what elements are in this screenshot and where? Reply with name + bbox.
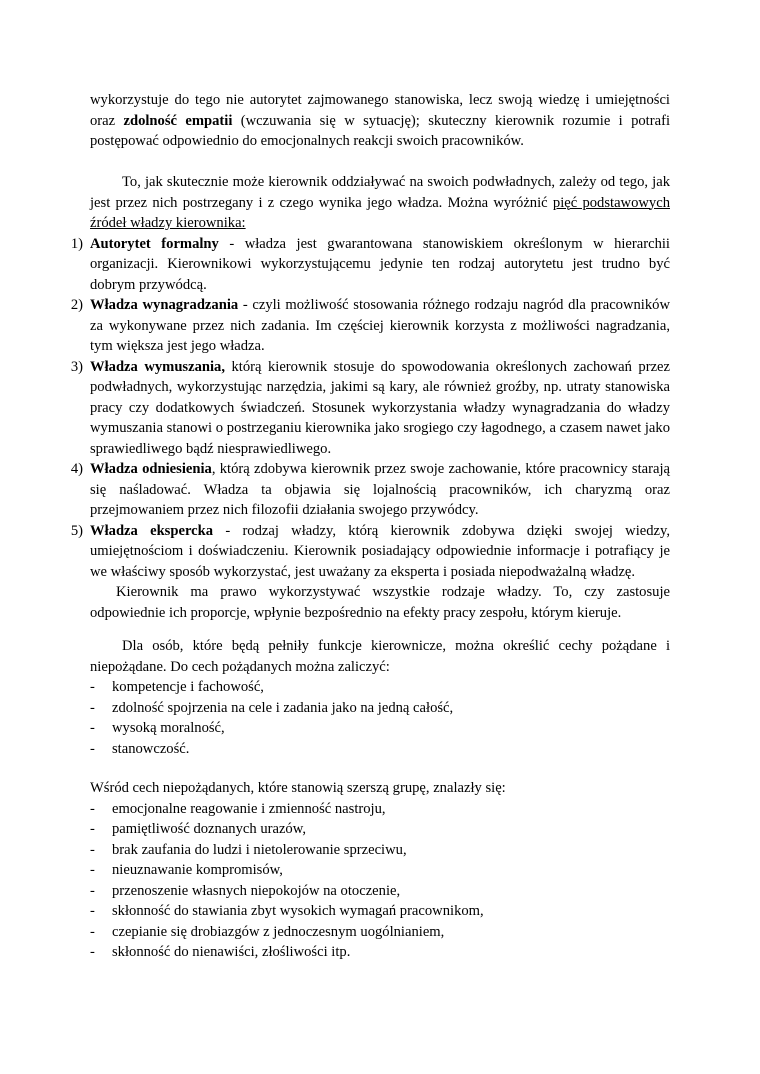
item-title: Władza wymuszania, (90, 358, 226, 375)
dash-marker: - (90, 923, 95, 940)
intro-paragraph (90, 172, 670, 234)
desired-traits-section (90, 636, 670, 759)
list-item (70, 459, 670, 521)
dash-marker: - (90, 679, 95, 695)
list-item-text: emocjonalne reagowanie i zmienność nastroju, (112, 800, 386, 817)
list-item (90, 698, 670, 719)
list-item (90, 942, 670, 963)
item-text: , którą zdobywa kierownik przez swoje zachowanie, które pracownicy starają się naśladować. Władza ta objawia się lojalnością pracowników, ich charyzmą oraz przejmowaniem przez nich filozofii działania swojego przywódcy. (90, 461, 670, 518)
dash-marker: - (90, 882, 95, 899)
list-item (70, 357, 670, 460)
top-paragraph-bold: zdolność empatii (123, 112, 233, 129)
closing-paragraph: Kierownik ma prawo wykorzystywać wszystkie rodzaje władzy. To, czy zastosuje odpowiednie ich proporcje, wpłynie bezpośrednio na efekty pracy zespołu, którym kieruje. (90, 584, 670, 621)
power-section (70, 172, 670, 623)
undesired-traits-list (90, 799, 670, 963)
list-item (70, 234, 670, 296)
intro-paragraph-text: To, jak skutecznie może kierownik oddziaływać na swoich podwładnych, zależy od tego, jak jest przez nich postrzegany i z czego wynika jego władza. Można wyróżnić (90, 174, 670, 211)
item-text: - czyli możliwość stosowania różnego rodzaju nagród dla pracowników za wykonywane przez nich zadania. Im częściej kierownik korzysta z możliwości nagradzania, tym większa jest jego władza. (90, 297, 670, 354)
top-paragraph-text: wykorzystuje do tego nie autorytet zajmowanego stanowiska, lecz swoją wiedzę i umiejętności oraz (90, 92, 670, 129)
list-item (90, 799, 670, 820)
item-number: 5) (70, 522, 83, 539)
dash-marker: - (90, 740, 95, 757)
list-item-text: kompetencje i fachowość, (112, 679, 264, 695)
dash-marker: - (90, 720, 95, 736)
item-title: Autorytet formalny (90, 235, 219, 252)
undesired-traits-section (90, 778, 670, 963)
list-item (90, 840, 670, 861)
traits-paragraph: Dla osób, które będą pełniły funkcje kierownicze, można określić cechy pożądane i niepożądane. Do cech pożądanych można zaliczyć: (90, 638, 670, 675)
list-item (90, 819, 670, 840)
item-text: - władza jest gwarantowana stanowiskiem określonym w hierarchii organizacji. Kierownikowi wykorzystującemu jedynie ten rodzaj autorytetu jest trudno być dobrym przywódcą. (90, 235, 670, 293)
item-number: 1) (70, 235, 83, 252)
list-item (90, 901, 670, 922)
dash-marker: - (90, 862, 95, 878)
desired-traits-list (90, 677, 670, 759)
item-title: Władza wynagradzania (90, 297, 239, 313)
list-item (90, 739, 670, 760)
dash-marker: - (90, 699, 95, 716)
top-paragraph (90, 90, 670, 152)
list-item-text: zdolność spojrzenia na cele i zadania jako na jedną całość, (112, 699, 454, 716)
list-item (70, 295, 670, 357)
item-number: 2) (70, 297, 83, 313)
list-item (90, 922, 670, 943)
item-number: 3) (70, 358, 83, 375)
list-item-text: brak zaufania do ludzi i nietolerowanie sprzeciwu, (112, 841, 407, 858)
undesired-intro: Wśród cech niepożądanych, które stanowią szerszą grupę, znalazły się: (90, 780, 506, 796)
list-item (90, 718, 670, 739)
item-title: Władza ekspercka (90, 522, 214, 539)
dash-marker: - (90, 944, 95, 960)
item-title: Władza odniesienia (90, 461, 212, 477)
top-paragraph-block (90, 90, 670, 152)
list-item-text: nieuznawanie kompromisów, (112, 862, 283, 878)
list-item (70, 521, 670, 583)
item-text: którą kierownik stosuje do spowodowania określonych zachowań przez podwładnych, wykorzystując narzędzia, jakimi są kary, ale również groźby, np. utraty stanowiska pracy czy dodatkowych świadczeń. Stosunek wykorzystania władzy wynagradzania do władzy wymuszania stanowi o postrzeganiu kierownika jako srogiego czy łagodnego, a czasem nawet jako sprawiedliwego bądź niesprawiedliwego. (90, 358, 670, 457)
list-item-text: stanowczość. (112, 740, 190, 757)
list-item-text: pamiętliwość doznanych urazów, (112, 821, 306, 837)
top-paragraph-text-end: (wczuwania się w sytuację); skuteczny kierownik rozumie i potrafi postępować odpowiednio do emocjonalnych reakcji swoich pracowników. (90, 112, 670, 149)
list-item (90, 881, 670, 902)
list-item (90, 677, 670, 698)
dash-marker: - (90, 821, 95, 837)
list-item (90, 860, 670, 881)
power-sources-list (70, 234, 670, 583)
list-item-text: skłonność do nienawiści, złośliwości itp. (112, 944, 351, 960)
intro-paragraph-underlined: pięć podstawowych źródeł władzy kierownika: (90, 194, 670, 231)
item-number: 4) (70, 461, 83, 477)
dash-marker: - (90, 903, 95, 919)
dash-marker: - (90, 841, 95, 858)
list-item-text: przenoszenie własnych niepokojów na otoczenie, (112, 882, 401, 899)
list-item-text: skłonność do stawiania zbyt wysokich wymagań pracownikom, (112, 903, 484, 919)
dash-marker: - (90, 800, 95, 817)
list-item-text: czepianie się drobiazgów z jednoczesnym uogólnianiem, (112, 923, 445, 940)
list-item-text: wysoką moralność, (112, 720, 225, 736)
item-text: - rodzaj władzy, którą kierownik zdobywa dzięki swojej wiedzy, umiejętnościom i doświadczeniu. Kierownik posiadający odpowiednie informacje i potrafiący je we właściwy sposób wykorzystać, jest uważany za eksperta i posiada niepodważalną władzę. (90, 522, 670, 580)
